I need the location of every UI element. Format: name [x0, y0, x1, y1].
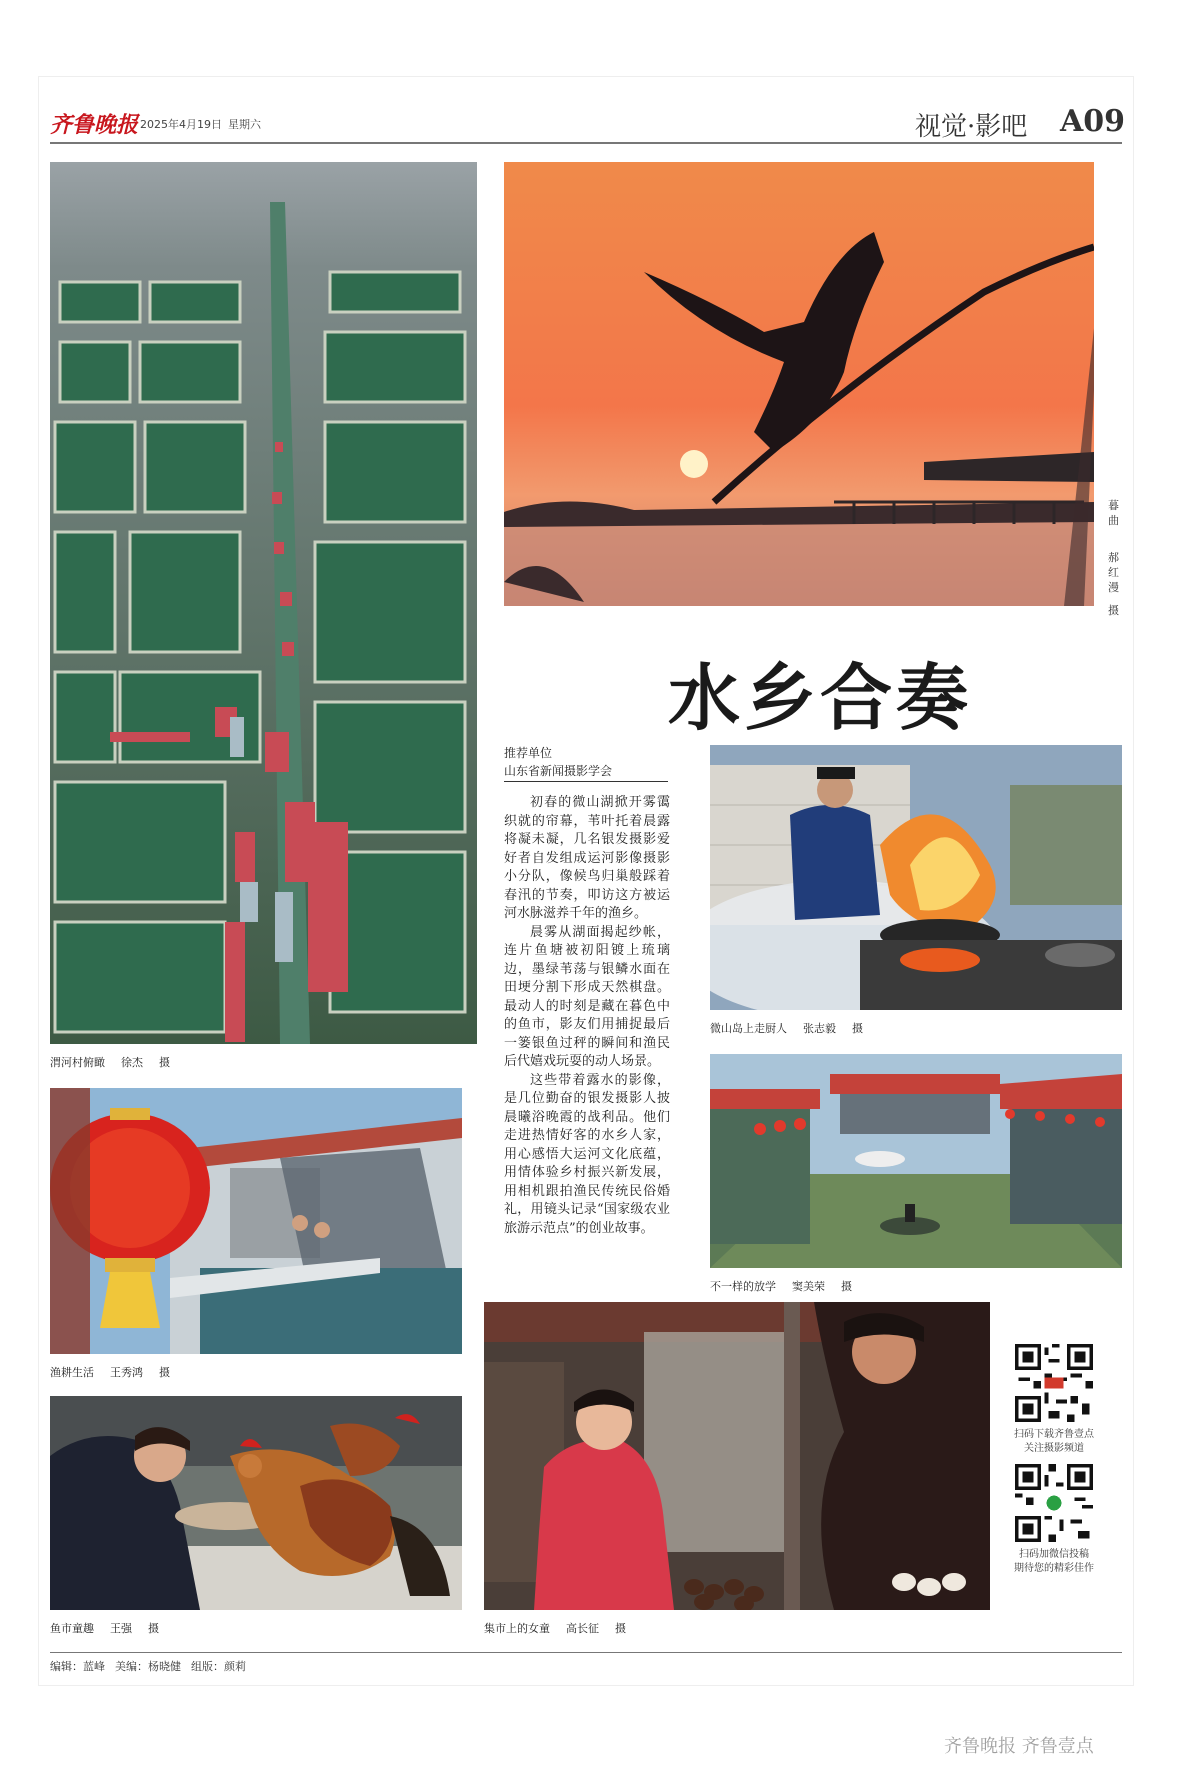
caption-suffix: 摄 [852, 1022, 863, 1035]
page-number: A09 [1060, 104, 1126, 139]
photo-market-girl [484, 1302, 990, 1610]
photo-rooster [50, 1396, 462, 1610]
caption-suffix: 摄 [841, 1280, 852, 1293]
issue-weekday: 星期六 [228, 118, 261, 131]
caption-title: 微山岛上走厨人 [710, 1022, 787, 1035]
section-name: 视觉·影吧 [915, 112, 1028, 142]
watermark: 齐鲁晚报 齐鲁壹点 [944, 1736, 1094, 1757]
photo-dusk-bird [504, 162, 1094, 606]
recommender-label: 推荐单位 [504, 746, 553, 760]
footer-layout: 组版：颜莉 [191, 1660, 246, 1673]
photo-aerial-fishponds [50, 162, 477, 1044]
qr-app-text [999, 1428, 1109, 1456]
caption-suffix: 摄 [1108, 604, 1119, 617]
issue-date: 2025年4月19日 [140, 118, 222, 131]
caption-author: 王秀鸿 [110, 1366, 143, 1379]
footer-credits [50, 1658, 256, 1674]
caption-cook [710, 1020, 879, 1036]
qr-code-wechat[interactable] [1015, 1464, 1093, 1542]
caption-fishing [50, 1364, 186, 1380]
caption-author: 王强 [110, 1622, 132, 1635]
caption-suffix: 摄 [148, 1622, 159, 1635]
footer-designer: 美编：杨晓健 [115, 1660, 181, 1673]
photo-after-school [710, 1054, 1122, 1268]
masthead-logo: 齐鲁晚报 [50, 112, 139, 138]
caption-title: 集市上的女童 [484, 1622, 550, 1635]
caption-suffix: 摄 [159, 1056, 170, 1069]
qr-wechat-line1: 扫码加微信投稿 [1019, 1549, 1089, 1560]
qr-app-line2: 关注摄影频道 [1024, 1443, 1084, 1454]
article-body [504, 794, 670, 1238]
footer-rule [50, 1652, 1122, 1653]
article-paragraph: 初春的微山湖掀开雾霭织就的帘幕，苇叶托着晨露将凝未凝，几名银发摄影爱好者自发组成运河影像摄影小分队，像候鸟归巢般踩着春汛的节奏，叩访这方被运河水脉滋养千年的渔乡。 [504, 795, 670, 921]
caption-rooster [50, 1620, 175, 1636]
caption-title: 暮曲 [1108, 499, 1119, 527]
qr-wechat-line2: 期待您的精彩佳作 [1014, 1563, 1094, 1574]
caption-author: 高长征 [566, 1622, 599, 1635]
caption-title: 渭河村俯瞰 [50, 1056, 105, 1069]
caption-suffix: 摄 [159, 1366, 170, 1379]
caption-market-girl [484, 1620, 642, 1636]
article-paragraph: 这些带着露水的影像，是几位勤奋的银发摄影人披晨曦浴晚霞的战利品。他们走进热情好客的水乡人家，用心感悟大运河文化底蕴，用情体验乡村振兴新发展，用相机跟拍渔民传统民俗婚礼，用镜头记录“国家级农业旅游示范点”的创业故事。 [504, 1072, 670, 1236]
caption-title: 鱼市童趣 [50, 1622, 94, 1635]
qr-wechat-text [999, 1548, 1109, 1576]
caption-author: 窦美荣 [792, 1280, 825, 1293]
photo-fishing-life [50, 1088, 462, 1354]
caption-title: 渔耕生活 [50, 1366, 94, 1379]
caption-author: 张志毅 [803, 1022, 836, 1035]
article-paragraph: 晨雾从湖面揭起纱帐，连片鱼塘被初阳镀上琉璃边，墨绿苇荡与银鳞水面在田埂分割下形成天然棋盘。最动人的时刻是藏在暮色中的鱼市，影友们用捕捉最后一篓银鱼过秤的瞬间和渔民后代嬉戏玩耍的动人场景。 [504, 924, 670, 1069]
caption-dusk-vertical [1108, 498, 1122, 618]
caption-suffix: 摄 [615, 1622, 626, 1635]
qr-code-app[interactable] [1015, 1344, 1093, 1422]
qr-app-line1: 扫码下载齐鲁壹点 [1014, 1429, 1094, 1440]
recommender-org: 山东省新闻摄影学会 [504, 762, 668, 782]
caption-author: 徐杰 [121, 1056, 143, 1069]
photo-cook [710, 745, 1122, 1010]
caption-author: 郝红漫 [1108, 551, 1119, 594]
caption-aerial [50, 1054, 186, 1070]
footer-editor: 编辑：蓝峰 [50, 1660, 105, 1673]
caption-title: 不一样的放学 [710, 1280, 776, 1293]
caption-school [710, 1278, 868, 1294]
header-rule [50, 142, 1122, 144]
article-title: 水乡合奏 [668, 655, 973, 740]
